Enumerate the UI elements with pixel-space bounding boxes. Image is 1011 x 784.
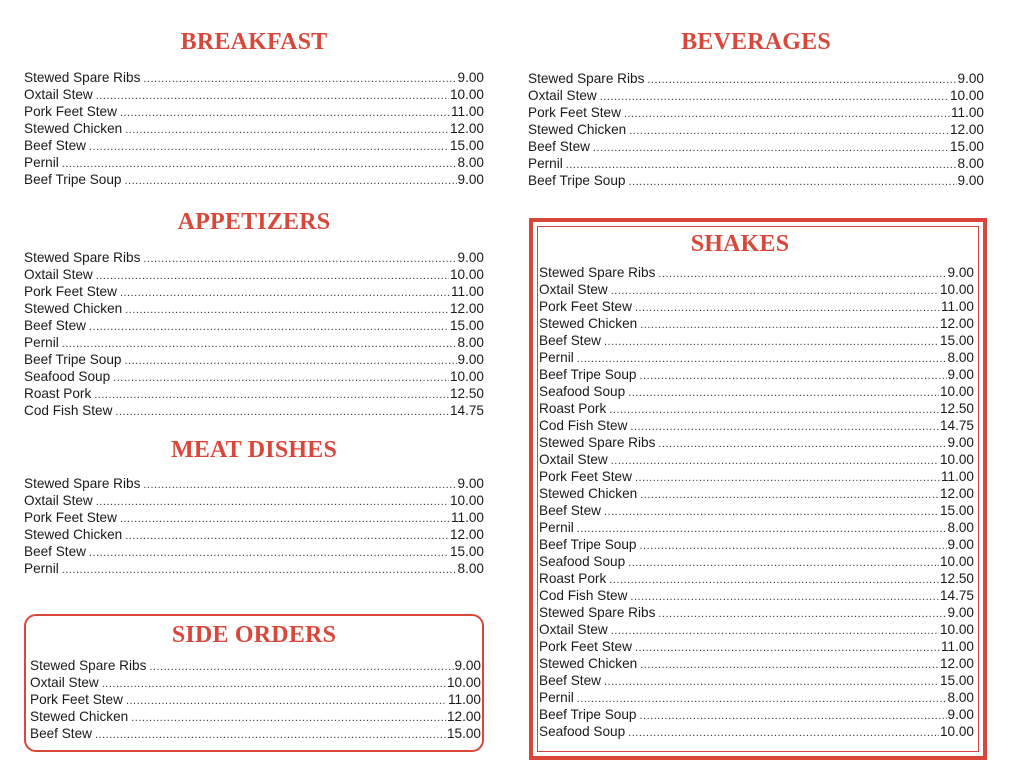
menu-item [539,298,974,315]
menu-item-name: Beef Tripe Soup [528,173,626,188]
menu-item-price: 12.00 [449,527,484,542]
dot-leader [125,354,457,368]
menu-item [528,70,984,87]
menu-item [24,249,484,266]
breakfast-list [24,69,484,188]
meat-dishes-heading: MEAT DISHES [170,437,338,463]
menu-item-name: Pork Feet Stew [24,510,117,525]
menu-item-name: Oxtail Stew [24,267,93,282]
menu-item-name: Stewed Chicken [30,709,129,724]
menu-item-name: Oxtail Stew [539,452,608,467]
menu-item-price: 9.00 [457,250,484,265]
menu-item-name: Pernil [539,350,574,365]
menu-item-price: 9.00 [957,71,984,86]
menu-item [539,536,974,553]
menu-item-name: Beef Stew [539,673,601,688]
menu-item-price: 11.00 [450,104,484,119]
menu-item-price: 10.00 [449,267,484,282]
menu-item [528,87,984,104]
menu-item-name: Beef Stew [24,544,86,559]
dot-leader [125,303,449,317]
menu-item [539,485,974,502]
menu-item-price: 10.00 [939,622,974,637]
menu-item [24,492,484,509]
menu-item [528,138,984,155]
dot-leader [609,403,939,417]
menu-item-price: 9.00 [947,537,974,552]
dot-leader [62,563,457,577]
menu-item [24,543,484,560]
menu-item-name: Stewed Chicken [528,122,627,137]
menu-item-price: 10.00 [949,88,984,103]
menu-item [24,351,484,368]
menu-item-name: Oxtail Stew [539,282,608,297]
dot-leader [604,335,939,349]
menu-item-price: 15.00 [939,503,974,518]
menu-item-price: 15.00 [449,318,484,333]
appetizers-list [24,249,484,419]
dot-leader [120,106,450,120]
menu-item-name: Roast Pork [539,401,607,416]
menu-item [539,621,974,638]
dot-leader [609,573,939,587]
menu-item-price: 8.00 [947,520,974,535]
menu-item [24,137,484,154]
menu-item [539,604,974,621]
menu-item-price: 14.75 [939,588,974,603]
menu-item-name: Stewed Chicken [24,121,123,136]
breakfast-heading: BREAKFAST [180,29,328,55]
menu-item [539,434,974,451]
menu-item-name: Pork Feet Stew [528,105,621,120]
menu-item [24,171,484,188]
menu-item-price: 10.00 [939,384,974,399]
dot-leader [593,141,949,155]
dot-leader [577,522,947,536]
menu-item-price: 15.00 [939,673,974,688]
shakes-list [539,264,974,740]
menu-item-name: Roast Pork [24,386,92,401]
dot-leader [658,437,946,451]
menu-item-price: 8.00 [947,690,974,705]
dot-leader [611,624,939,638]
menu-item [24,334,484,351]
menu-item-name: Pork Feet Stew [24,284,117,299]
dot-leader [635,471,940,485]
menu-item-price: 15.00 [949,139,984,154]
menu-item-name: Pernil [24,561,59,576]
menu-item [539,553,974,570]
menu-item [539,264,974,281]
menu-item-price: 8.00 [947,350,974,365]
menu-item-price: 12.00 [449,301,484,316]
menu-item-name: Pernil [539,520,574,535]
menu-item-price: 8.00 [457,561,484,576]
dot-leader [89,320,449,334]
dot-leader [611,284,939,298]
menu-item [539,519,974,536]
dot-leader [577,692,947,706]
dot-leader [658,607,946,621]
menu-item-name: Pernil [24,155,59,170]
menu-item [528,172,984,189]
menu-item [24,86,484,103]
menu-item-name: Stewed Spare Ribs [528,71,645,86]
menu-item-price: 9.00 [457,476,484,491]
meat-dishes-list [24,475,484,577]
menu-item [539,332,974,349]
side-orders-heading: SIDE ORDERS [171,622,337,648]
dot-leader [62,337,457,351]
menu-item [30,657,481,674]
menu-item-price: 9.00 [947,265,974,280]
menu-item-price: 9.00 [947,367,974,382]
shakes-heading: SHAKES [690,231,790,257]
dot-leader [96,89,449,103]
menu-item-price: 12.50 [939,401,974,416]
menu-item [539,400,974,417]
menu-item-price: 11.00 [940,469,974,484]
menu-item [539,349,974,366]
menu-item-price: 10.00 [449,87,484,102]
dot-leader [647,73,956,87]
appetizers-heading: APPETIZERS [177,209,331,235]
dot-leader [113,371,449,385]
menu-item-name: Stewed Spare Ribs [539,435,656,450]
dot-leader [600,90,949,104]
menu-item-price: 9.00 [957,173,984,188]
dot-leader [629,124,949,138]
menu-item-price: 11.00 [950,105,984,120]
menu-item [24,154,484,171]
menu-item-name: Pernil [528,156,563,171]
menu-item-price: 12.00 [939,486,974,501]
menu-item-price: 15.00 [449,544,484,559]
menu-item [30,674,481,691]
menu-item [24,526,484,543]
menu-item [539,638,974,655]
menu-item [528,121,984,138]
dot-leader [628,556,939,570]
dot-leader [630,590,939,604]
dot-leader [628,386,939,400]
menu-item-name: Seafood Soup [539,384,626,399]
menu-item-name: Stewed Spare Ribs [539,605,656,620]
menu-item-price: 14.75 [449,403,484,418]
menu-item [539,655,974,672]
menu-item-price: 11.00 [940,299,974,314]
dot-leader [120,512,450,526]
dot-leader [577,352,947,366]
menu-item-price: 11.00 [450,284,484,299]
menu-item [24,69,484,86]
menu-item-name: Stewed Chicken [24,527,123,542]
menu-item [528,104,984,121]
menu-item-name: Cod Fish Stew [539,588,628,603]
dot-leader [143,252,456,266]
dot-leader [102,677,446,691]
beverages-heading: BEVERAGES [681,29,831,55]
menu-item [24,368,484,385]
menu-item-name: Seafood Soup [539,724,626,739]
menu-item-name: Pork Feet Stew [539,299,632,314]
menu-item [30,725,481,742]
menu-item-name: Seafood Soup [24,369,111,384]
dot-leader [125,174,457,188]
menu-item [24,120,484,137]
menu-item-price: 9.00 [947,605,974,620]
menu-item-name: Stewed Spare Ribs [30,658,147,673]
menu-item-price: 10.00 [939,724,974,739]
dot-leader [604,675,939,689]
menu-item [24,266,484,283]
menu-item-price: 9.00 [454,658,481,673]
menu-item [539,723,974,740]
menu-item [24,300,484,317]
beverages-list [528,70,984,189]
dot-leader [630,420,939,434]
menu-item-price: 9.00 [457,172,484,187]
menu-item-price: 11.00 [447,692,481,707]
menu-item-name: Beef Stew [30,726,92,741]
dot-leader [62,157,457,171]
menu-item-name: Pork Feet Stew [539,639,632,654]
dot-leader [611,454,939,468]
dot-leader [96,269,449,283]
menu-item-name: Beef Stew [24,138,86,153]
menu-item [539,281,974,298]
menu-item-price: 11.00 [450,510,484,525]
menu-item [539,706,974,723]
menu-item-price: 15.00 [446,726,481,741]
menu-item-price: 9.00 [947,707,974,722]
menu-item-name: Beef Tripe Soup [24,172,122,187]
menu-item [539,689,974,706]
dot-leader [149,660,453,674]
menu-item [539,468,974,485]
menu-item-price: 12.00 [949,122,984,137]
dot-leader [628,726,939,740]
menu-item-name: Oxtail Stew [24,493,93,508]
menu-item-price: 8.00 [457,155,484,170]
menu-item-name: Beef Stew [539,503,601,518]
menu-item-name: Pork Feet Stew [30,692,123,707]
menu-item-price: 12.50 [449,386,484,401]
menu-item-name: Pork Feet Stew [24,104,117,119]
dot-leader [640,488,939,502]
menu-item-price: 9.00 [457,70,484,85]
menu-item-name: Cod Fish Stew [24,403,113,418]
menu-item-price: 10.00 [449,493,484,508]
dot-leader [89,546,449,560]
dot-leader [640,658,939,672]
menu-item [30,708,481,725]
dot-leader [95,728,446,742]
menu-item-price: 11.00 [940,639,974,654]
dot-leader [120,286,450,300]
dot-leader [94,388,449,402]
menu-item-name: Beef Stew [528,139,590,154]
menu-item-name: Oxtail Stew [539,622,608,637]
menu-item [24,509,484,526]
menu-item-name: Stewed Spare Ribs [24,70,141,85]
menu-item [24,475,484,492]
menu-item-name: Pernil [24,335,59,350]
menu-item [30,691,481,708]
menu-item-name: Stewed Spare Ribs [24,476,141,491]
dot-leader [640,539,947,553]
menu-item [24,385,484,402]
dot-leader [635,641,940,655]
menu-item [539,417,974,434]
dot-leader [89,140,449,154]
menu-item [539,570,974,587]
menu-item-price: 15.00 [939,333,974,348]
menu-item-name: Oxtail Stew [528,88,597,103]
dot-leader [143,478,456,492]
menu-item [528,155,984,172]
menu-item-name: Stewed Spare Ribs [24,250,141,265]
menu-item [539,672,974,689]
menu-item-name: Seafood Soup [539,554,626,569]
dot-leader [640,318,939,332]
menu-item [539,383,974,400]
menu-item [24,317,484,334]
menu-item [539,502,974,519]
menu-item [24,283,484,300]
menu-item-name: Stewed Spare Ribs [539,265,656,280]
dot-leader [126,694,447,708]
menu-item-name: Beef Tripe Soup [539,537,637,552]
menu-item [539,451,974,468]
menu-item-price: 12.50 [939,571,974,586]
menu-item-price: 10.00 [939,452,974,467]
menu-item-price: 12.00 [939,316,974,331]
menu-item-name: Beef Tripe Soup [539,707,637,722]
menu-item-price: 9.00 [457,352,484,367]
menu-item [24,560,484,577]
menu-item-name: Beef Stew [539,333,601,348]
dot-leader [96,495,449,509]
menu-item [539,587,974,604]
dot-leader [115,405,449,419]
menu-item-name: Stewed Chicken [539,316,638,331]
menu-item [24,103,484,120]
dot-leader [624,107,950,121]
menu-item [24,402,484,419]
menu-item-name: Pork Feet Stew [539,469,632,484]
menu-item-price: 14.75 [939,418,974,433]
menu-item-price: 10.00 [446,675,481,690]
menu-item-name: Cod Fish Stew [539,418,628,433]
side-orders-list [30,657,481,742]
dot-leader [566,158,957,172]
menu-item-name: Oxtail Stew [30,675,99,690]
menu-item-price: 8.00 [957,156,984,171]
menu-item-name: Stewed Chicken [539,656,638,671]
menu-item-name: Pernil [539,690,574,705]
menu-item-price: 15.00 [449,138,484,153]
dot-leader [125,529,449,543]
dot-leader [658,267,946,281]
menu-item [539,315,974,332]
menu-item-price: 12.00 [449,121,484,136]
menu-item-price: 10.00 [449,369,484,384]
menu-item-name: Stewed Chicken [24,301,123,316]
dot-leader [131,711,446,725]
dot-leader [629,175,957,189]
menu-item [539,366,974,383]
dot-leader [143,72,456,86]
menu-item-price: 8.00 [457,335,484,350]
dot-leader [635,301,940,315]
menu-item-name: Beef Tripe Soup [24,352,122,367]
menu-item-name: Beef Tripe Soup [539,367,637,382]
dot-leader [640,369,947,383]
menu-item-price: 10.00 [939,282,974,297]
menu-item-price: 12.00 [446,709,481,724]
menu-item-price: 10.00 [939,554,974,569]
menu-item-name: Stewed Chicken [539,486,638,501]
menu-item-price: 12.00 [939,656,974,671]
menu-item-name: Beef Stew [24,318,86,333]
menu-item-name: Roast Pork [539,571,607,586]
dot-leader [604,505,939,519]
menu-item-name: Oxtail Stew [24,87,93,102]
dot-leader [640,709,947,723]
menu-item-price: 9.00 [947,435,974,450]
dot-leader [125,123,449,137]
